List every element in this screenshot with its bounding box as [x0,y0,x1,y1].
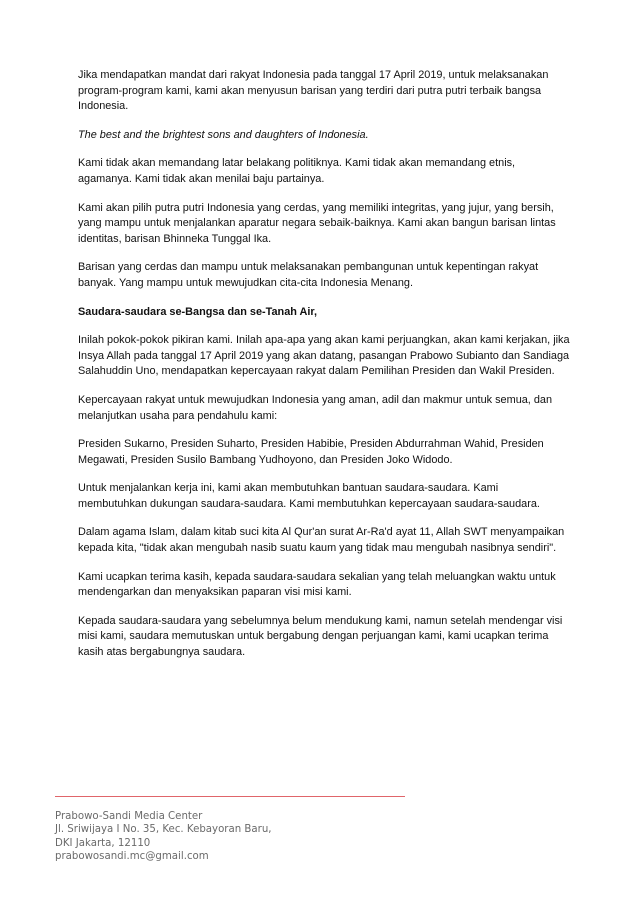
footer-address-street: Jl. Sriwijaya I No. 35, Kec. Kebayoran Baru, [55,824,272,836]
salutation-heading: Saudara-saudara se-Bangsa dan se-Tanah Air, [78,305,318,318]
paragraph-background: Kami tidak akan memandang latar belakang politiknya. Kami tidak akan memandang etnis, agamanya. Kami tidak akan menilai baju partainya. [78,157,516,185]
footer-address-city: DKI Jakarta, 12110 [55,837,151,849]
paragraph-closing: Kepada saudara-saudara yang sebelumnya belum mendukung kami, namun setelah mendengar visi misi kami, saudara memutuskan untuk bergabung dengan perjuangan kami, kami ucapkan terima kasih atas bergabungnya saudara. [78,614,563,659]
paragraph-presidents: Presiden Sukarno, Presiden Suharto, Presiden Habibie, Presiden Abdurrahman Wahid, Presiden Megawati, Presiden Susilo Bambang Yudhoyono, dan Presiden Joko Widodo. [78,438,544,466]
footer-organization: Prabowo-Sandi Media Center [55,811,203,822]
paragraph-selection: Kami akan pilih putra putri Indonesia yang cerdas, yang memiliki integritas, yang jujur, yang bersih, yang mampu untuk menjalankan aparatur negara sebaik-baiknya. Kami akan bangun barisan lintas identitas, barisan Bhinneka Tunggal Ika. [78,201,556,245]
document-body [78,68,570,674]
paragraph-quran-quote: Dalam agama Islam, dalam kitab suci kita Al Qur'an surat Ar-Ra'd ayat 11, Allah SWT menyampaikan kepada kita, "tidak akan mengubah nasib suatu kaum yang tidak mau mengubah nasibnya sendiri". [78,526,565,555]
paragraph-thanks: Kami ucapkan terima kasih, kepada saudara-saudara sekalian yang telah meluangkan waktu untuk mendengarkan dan menyaksikan paparan visi misi kami. [78,570,556,599]
paragraph-support: Untuk menjalankan kerja ini, kami akan membutuhkan bantuan saudara-saudara. Kami membutuhkan dukungan saudara-saudara. Kami membutuhkan kepercayaan saudara-saudara. [78,482,540,510]
paragraph-capable: Barisan yang cerdas dan mampu untuk melaksanakan pembangunan untuk kepentingan rakyat banyak. Yang mampu untuk mewujudkan cita-cita Indonesia Menang. [78,261,539,289]
footer-contact [55,810,315,864]
paragraph-main-thoughts: Inilah pokok-pokok pikiran kami. Inilah apa-apa yang akan kami perjuangkan, akan kami kerjakan, jika Insya Allah pada tanggal 17 April 2019 yang akan datang, pasangan Prabowo Subianto dan Sandiaga Salahuddin Uno, mendapatkan kepercayaan rakyat dalam Pemilihan Presiden dan Wakil Presiden. [78,334,570,378]
paragraph-best-brightest: The best and the brightest sons and daughters of Indonesia. [78,128,369,141]
paragraph-mandate: Jika mendapatkan mandat dari rakyat Indonesia pada tanggal 17 April 2019, untuk melaksanakan program-program kami, kami akan menyusun barisan yang terdiri dari putra putri terbaik bangsa Indonesia. [78,69,549,113]
paragraph-trust: Kepercayaan rakyat untuk mewujudkan Indonesia yang aman, adil dan makmur untuk semua, dan melanjutkan usaha para pendahulu kami: [78,393,553,422]
footer-divider [55,796,405,797]
footer-email: prabowosandi.mc@gmail.com [55,851,209,863]
